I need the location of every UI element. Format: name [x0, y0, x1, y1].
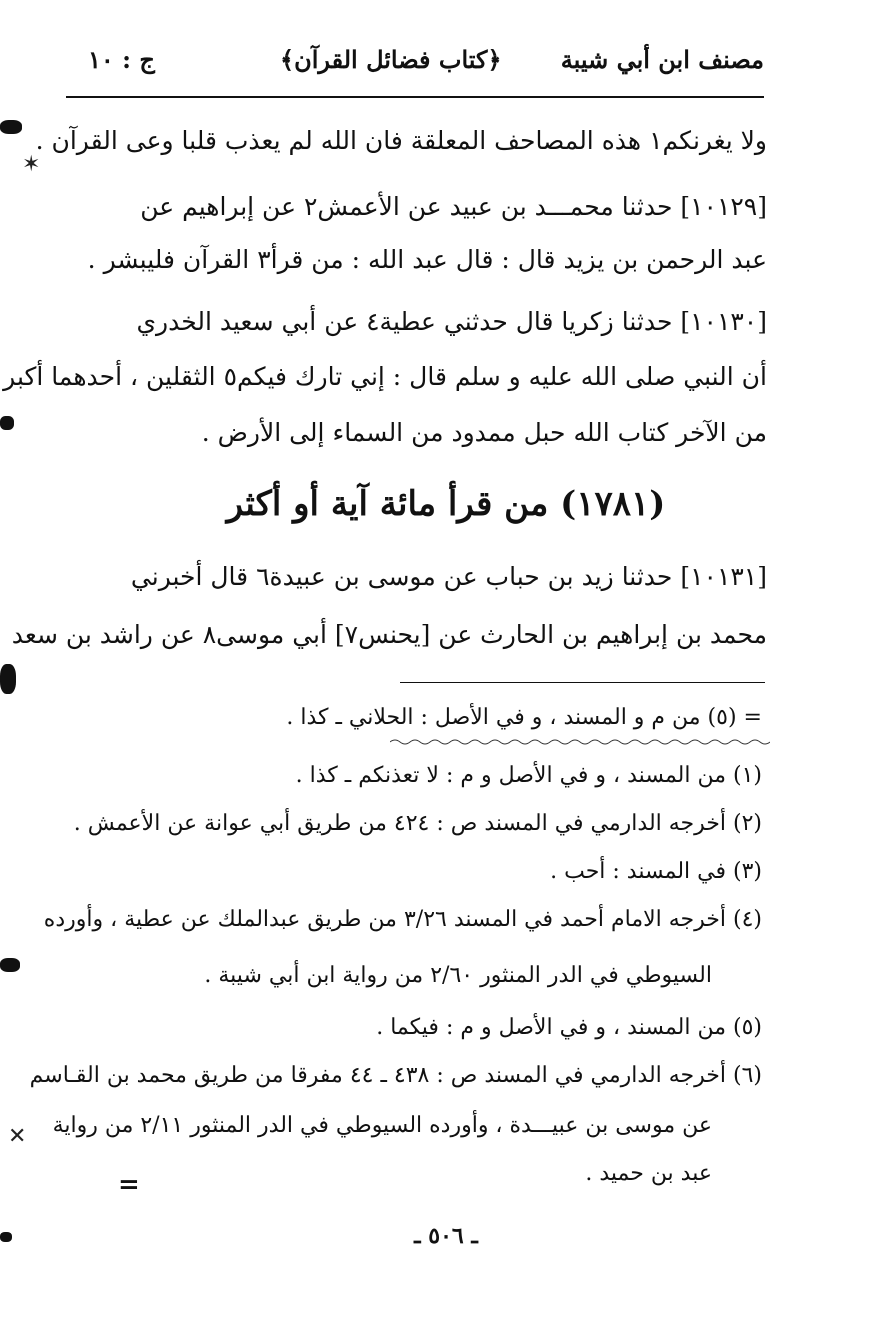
margin-blot	[0, 958, 20, 972]
margin-blot	[0, 120, 22, 134]
body-line-4: [١٠١٣٠] حدثنا زكريا قال حدثني عطية٤ عن أبي سعيد الخدري	[136, 307, 767, 336]
footnote-6: (٦) أخرجه الدارمي في المسند ص : ٤٣٨ ـ ٤٤ مفرقا من طريق محمد بن القـاسم	[29, 1063, 762, 1088]
margin-blot	[0, 664, 16, 694]
running-head-book-title: مصنف ابن أبي شيبة	[560, 45, 764, 74]
cross-icon: ✕	[8, 1124, 27, 1149]
footnote-6-continued-2: عبد بن حميد .	[585, 1161, 712, 1186]
continuation-mark: =	[118, 1170, 140, 1200]
footnote-5: (٥) من المسند ، و في الأصل و م : فيكما .	[376, 1015, 762, 1040]
footnote-6-continued: عن موسى بن عبيـــدة ، وأورده السيوطي في الدر المنثور ٢/١١ من رواية	[52, 1113, 712, 1138]
margin-blot	[0, 1232, 12, 1242]
body-line-1: ولا يغرنكم١ هذه المصاحف المعلقة فان الله لم يعذب قلبا وعى القرآن .	[35, 126, 767, 155]
running-head-volume: ج : ١٠	[88, 45, 155, 74]
footnote-4-continued: السيوطي في الدر المنثور ٢/٦٠ من رواية ابن أبي شيبة .	[204, 963, 712, 988]
section-heading: (١٧٨١) من قرأ مائة آية أو أكثر	[226, 484, 666, 524]
body-line-7: [١٠١٣١] حدثنا زيد بن حباب عن موسى بن عبيدة٦ قال أخبرني	[130, 562, 767, 591]
body-line-2: [١٠١٢٩] حدثنا محمـــد بن عبيد عن الأعمش٢ عن إبراهيم عن	[140, 192, 767, 221]
header-rule	[66, 96, 764, 98]
asterisk-icon: ✶	[22, 152, 41, 177]
footnote-4: (٤) أخرجه الامام أحمد في المسند ٣/٢٦ من طريق عبدالملك عن عطية ، وأورده	[43, 907, 762, 932]
footnote-2: (٢) أخرجه الدارمي في المسند ص : ٤٢٤ من طريق أبي عوانة عن الأعمش .	[73, 811, 762, 836]
page-number: ـ ٥٠٦ ـ	[414, 1223, 478, 1249]
margin-blot	[0, 416, 14, 430]
running-head-chapter: ﴿كتاب فضائل القرآن﴾	[280, 45, 502, 74]
footnote-3: (٣) في المسند : أحب .	[550, 859, 762, 884]
body-line-6: من الآخر كتاب الله حبل ممدود من السماء إلى الأرض .	[201, 418, 767, 447]
footnote-1: (١) من المسند ، و في الأصل و م : لا تعذنكم ـ كذا .	[295, 763, 762, 788]
body-line-5: أن النبي صلى الله عليه و سلم قال : إني تارك فيكم٥ الثقلين ، أحدهما أكبر	[3, 362, 767, 391]
footnote-separator	[400, 682, 765, 683]
body-line-8: محمد بن إبراهيم بن الحارث عن [يحنس٧] أبي موسى٨ عن راشد بن سعد	[11, 620, 767, 649]
footnote-carryover: = (٥) من م و المسند ، و في الأصل : الحلاني ـ كذا .	[286, 705, 762, 730]
wavy-divider	[390, 738, 770, 746]
body-line-3: عبد الرحمن بن يزيد قال : قال عبد الله : من قرأ٣ القرآن فليبشر .	[87, 245, 767, 274]
